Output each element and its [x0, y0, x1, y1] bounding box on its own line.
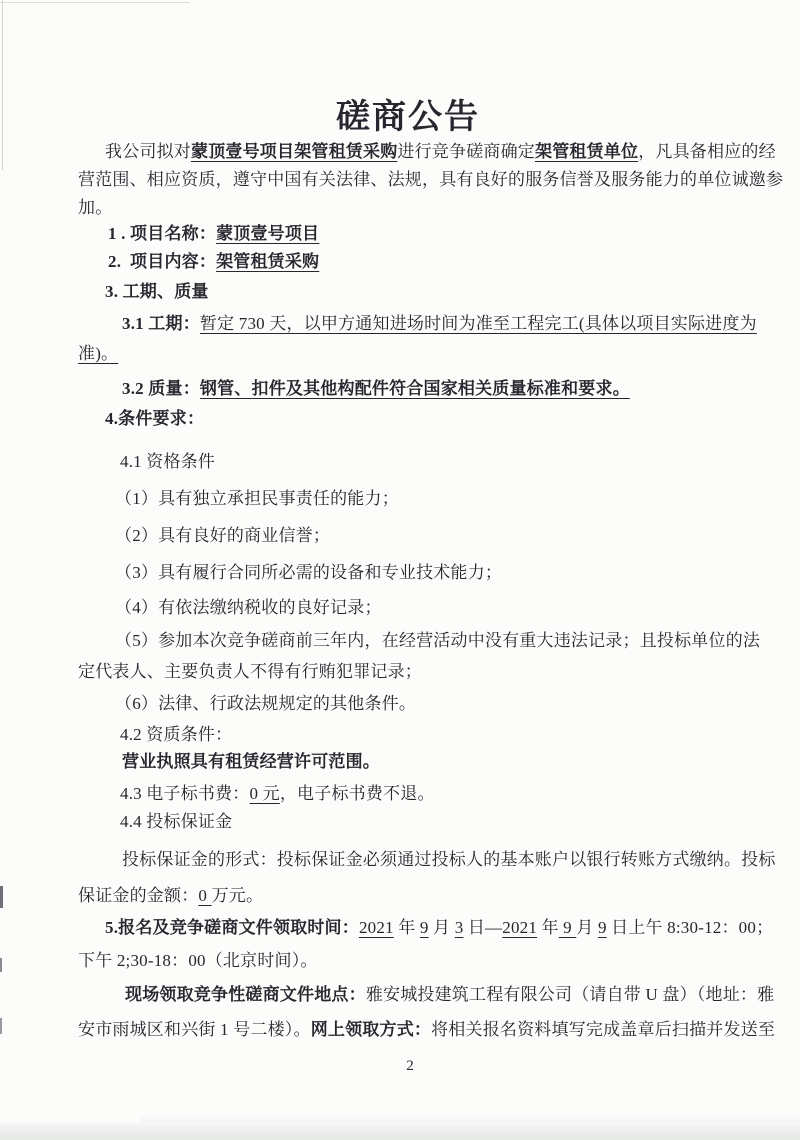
section4-heading: 4.条件要求：: [105, 409, 205, 428]
rental-unit-term: 架管租赁单位: [535, 142, 639, 161]
condition-4: （4）有依法缴纳税收的良好记录；: [115, 598, 382, 617]
registration-time-morning: 日上午 8:30-12：00；: [606, 918, 774, 937]
quality-value: 钢管、扣件及其他构配件符合国家相关质量标准和要求。: [199, 379, 630, 398]
intro-line-1: [105, 140, 776, 164]
deposit-line-1: 投标保证金的形式：投标保证金必须通过投标人的基本账户以银行转账方式缴纳。投标: [122, 850, 776, 869]
document-title: 磋商公告: [336, 98, 480, 136]
date-day-end: 9: [597, 918, 607, 937]
date-year-start: 2021: [358, 918, 394, 937]
pickup-line-2: [78, 1018, 775, 1042]
item-project-content: [108, 250, 319, 274]
scan-left-artifact: [0, 958, 2, 972]
scan-left-artifact: [0, 1018, 2, 1034]
registration-time-label: 5.报名及竞争磋商文件领取时间：: [105, 918, 359, 937]
pickup-address-cont: 安市雨城区和兴街 1 号二楼）。: [78, 1020, 311, 1039]
item-project-content-label: 2. 项目内容：: [108, 252, 217, 271]
page-number: 2: [406, 1058, 414, 1074]
quality-label: 3.2 质量：: [122, 379, 200, 398]
credential-value: 营业执照具有租赁经营许可范围。: [122, 752, 380, 771]
pickup-line-1: [125, 983, 774, 1007]
date-separator: 日—: [463, 918, 503, 937]
deposit-heading: 4.4 投标保证金: [120, 812, 233, 831]
intro-text: 我公司拟对: [105, 142, 191, 161]
bid-fee-note: ，电子标书费不退。: [279, 784, 435, 803]
duration-line-2: [78, 342, 118, 366]
date-separator: 年: [537, 918, 559, 937]
condition-3: （3）具有履行合同所必需的设备和专业技术能力；: [115, 563, 503, 582]
bid-fee-label: 4.3 电子标书费：: [120, 784, 250, 803]
condition-6: （6）法律、行政法规规定的其他条件。: [115, 694, 417, 713]
deposit-amount-value: 0: [198, 886, 212, 905]
deposit-amount-label: 保证金的金额：: [78, 886, 199, 905]
online-pickup-label: 网上领取方式：: [310, 1020, 432, 1039]
scan-top-edge-line: [0, 2, 190, 3]
date-year-end: 2021: [502, 918, 538, 937]
duration-value: 暂定 730 天，以甲方通知进场时间为准至工程完工(具体以项目实际进度为: [199, 314, 757, 333]
condition-5-line-1: （5）参加本次竞争磋商前三年内，在经营活动中没有重大违法记录；且投标单位的法: [115, 631, 761, 650]
deposit-line-2: [78, 884, 263, 908]
duration-label: 3.1 工期：: [122, 314, 200, 333]
scan-left-edge-line: [2, 0, 3, 170]
quality-line: [122, 377, 630, 401]
duration-value-cont: 准)。: [78, 344, 119, 363]
scan-left-artifact: [0, 886, 3, 908]
section3-heading: 3. 工期、质量: [105, 282, 209, 301]
procurement-project-name: 蒙顶壹号项目架管租赁采购: [191, 142, 398, 161]
date-month-start: 9: [419, 918, 429, 937]
condition-1: （1）具有独立承担民事责任的能力；: [115, 489, 399, 508]
condition-2: （2）具有良好的商业信誉；: [115, 526, 331, 545]
online-pickup-value: 将相关报名资料填写完成盖章后扫描并发送至: [431, 1020, 776, 1039]
bid-fee-line: [120, 782, 435, 806]
intro-text: ，凡具备相应的经: [638, 142, 776, 161]
date-separator: 年: [393, 918, 420, 937]
registration-time-line-1: [105, 916, 773, 940]
pickup-location-label: 现场领取竞争性磋商文件地点：: [125, 985, 366, 1004]
item-project-content-value: 架管租赁采购: [216, 252, 320, 271]
date-separator: 月: [428, 918, 455, 937]
condition-5-line-2: 定代表人、主要负责人不得有行贿犯罪记录；: [78, 662, 422, 681]
item-project-name-value: 蒙顶壹号项目: [216, 224, 320, 243]
date-month-end: 9: [558, 918, 577, 937]
qualification-heading: 4.1 资格条件: [120, 452, 216, 471]
duration-line-1: [122, 312, 757, 336]
registration-time-line-2: 下午 2;30-18：00（北京时间）。: [78, 951, 318, 970]
intro-line-3: 加。: [78, 198, 113, 217]
date-day-start: 3: [454, 918, 464, 937]
deposit-amount-unit: 万元。: [211, 886, 264, 905]
intro-text: 进行竞争磋商确定: [397, 142, 536, 161]
bid-fee-amount: 0 元: [249, 784, 280, 803]
date-separator: 月: [576, 918, 598, 937]
credential-heading: 4.2 资质条件：: [120, 725, 233, 744]
item-project-name-label: 1 . 项目名称：: [108, 224, 217, 243]
intro-line-2: 营范围、相应资质，遵守中国有关法律、法规，具有良好的服务信誉及服务能力的单位诚邀参: [78, 170, 784, 189]
scan-bottom-edge: [0, 1122, 800, 1140]
pickup-location-value: 雅安城投建筑工程有限公司（请自带 U 盘）（地址：雅: [365, 985, 775, 1004]
item-project-name: [108, 222, 319, 246]
